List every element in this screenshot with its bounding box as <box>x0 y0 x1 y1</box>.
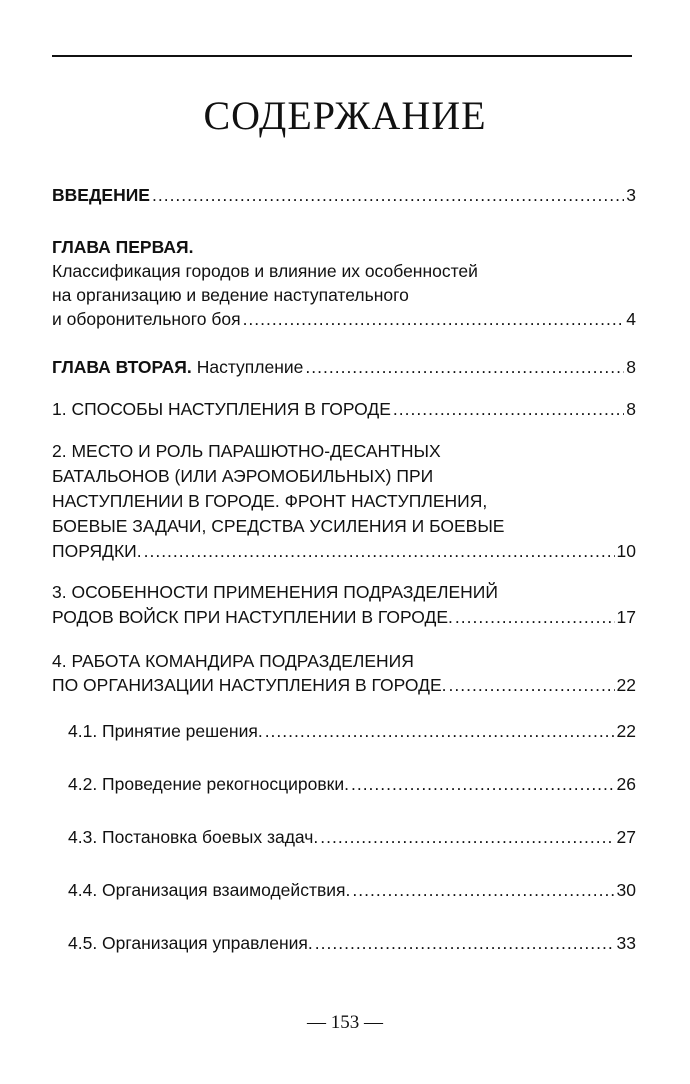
toc-section-4-5-label: 4.5. Организация управления. <box>68 933 313 953</box>
dot-leader <box>351 773 615 795</box>
toc-chapter-1-heading: ГЛАВА ПЕРВАЯ. <box>52 237 194 257</box>
toc-chapter-1-line-1: Классификация городов и влияние их особенностей <box>52 261 478 281</box>
toc-section-4-line-2: ПО ОРГАНИЗАЦИИ НАСТУПЛЕНИЯ В ГОРОДЕ. <box>52 675 447 695</box>
toc-section-4-2-label: 4.2. Проведение рекогносцировки. <box>68 774 349 794</box>
dot-leader <box>320 826 614 848</box>
dot-leader <box>315 932 615 954</box>
toc-entry-chapter-2[interactable] <box>52 356 636 378</box>
toc-section-2-line-5: ПОРЯДКИ. <box>52 541 142 561</box>
toc-section-2-page: 10 <box>616 541 636 561</box>
toc-chapter-2-heading: ГЛАВА ВТОРАЯ. <box>52 357 192 377</box>
toc-section-4-5-page: 33 <box>616 933 636 953</box>
toc-intro-page: 3 <box>626 185 636 205</box>
toc-chapter-1-page: 4 <box>626 309 636 329</box>
top-rule <box>52 55 632 57</box>
toc-section-4-1-page: 22 <box>616 721 636 741</box>
toc-section-4-1-label: 4.1. Принятие решения. <box>68 721 263 741</box>
dot-leader <box>243 308 625 330</box>
toc-section-1-page: 8 <box>626 399 636 419</box>
toc-section-2-line-1: 2. МЕСТО И РОЛЬ ПАРАШЮТНО-ДЕСАНТНЫХ <box>52 441 441 461</box>
toc-entry-section-4-2[interactable] <box>68 773 636 795</box>
toc-entry-section-4[interactable] <box>52 650 636 698</box>
toc-chapter-2-label: Наступление <box>196 357 304 377</box>
dot-leader <box>393 398 624 421</box>
toc-section-2-line-4: БОЕВЫЕ ЗАДАЧИ, СРЕДСТВА УСИЛЕНИЯ И БОЕВЫЕ <box>52 516 505 536</box>
toc-section-2-line-3: НАСТУПЛЕНИИ В ГОРОДЕ. ФРОНТ НАСТУПЛЕНИЯ, <box>52 491 488 511</box>
dot-leader <box>144 540 615 563</box>
toc-section-4-line-1: 4. РАБОТА КОМАНДИРА ПОДРАЗДЕЛЕНИЯ <box>52 651 414 671</box>
toc-entry-section-4-5[interactable] <box>68 932 636 954</box>
toc-chapter-2-page: 8 <box>626 357 636 377</box>
toc-section-4-4-label: 4.4. Организация взаимодействия. <box>68 880 351 900</box>
toc-section-1-label: 1. СПОСОБЫ НАСТУПЛЕНИЯ В ГОРОДЕ <box>52 399 391 419</box>
toc-section-4-2-page: 26 <box>616 774 636 794</box>
page-title: СОДЕРЖАНИЕ <box>203 93 487 138</box>
toc-section-4-page: 22 <box>616 675 636 695</box>
dot-leader <box>352 879 614 901</box>
toc-section-2-line-2: БАТАЛЬОНОВ (ИЛИ АЭРОМОБИЛЬНЫХ) ПРИ <box>52 466 434 486</box>
toc-section-3-line-2: РОДОВ ВОЙСК ПРИ НАСТУПЛЕНИИ В ГОРОДЕ. <box>52 607 453 627</box>
toc-entry-section-4-3[interactable] <box>68 826 636 848</box>
page-number: — 153 — <box>307 1012 383 1033</box>
dot-leader <box>152 184 624 206</box>
toc-section-3-page: 17 <box>616 607 636 627</box>
toc-section-3-line-1: 3. ОСОБЕННОСТИ ПРИМЕНЕНИЯ ПОДРАЗДЕЛЕНИЙ <box>52 582 498 602</box>
toc-intro-label: ВВЕДЕНИЕ <box>52 185 150 205</box>
toc-chapter-1-line-2: на организацию и ведение наступательного <box>52 285 409 305</box>
toc-section-4-4-page: 30 <box>616 880 636 900</box>
dot-leader <box>265 720 615 742</box>
toc-entry-section-3[interactable] <box>52 581 636 631</box>
dot-leader <box>449 674 615 697</box>
toc-entry-section-4-1[interactable] <box>68 720 636 742</box>
toc-entry-section-4-4[interactable] <box>68 879 636 901</box>
toc-section-4-3-label: 4.3. Постановка боевых задач. <box>68 827 319 847</box>
toc-section-4-3-page: 27 <box>616 827 636 847</box>
toc-entry-chapter-1[interactable] <box>52 236 636 330</box>
toc-entry-intro[interactable] <box>52 184 636 206</box>
dot-leader <box>455 606 615 629</box>
dot-leader <box>305 356 624 378</box>
toc-entry-section-2[interactable] <box>52 440 636 565</box>
toc-chapter-1-line-3: и оборонительного боя <box>52 309 241 329</box>
toc-entry-section-1[interactable] <box>52 398 636 421</box>
